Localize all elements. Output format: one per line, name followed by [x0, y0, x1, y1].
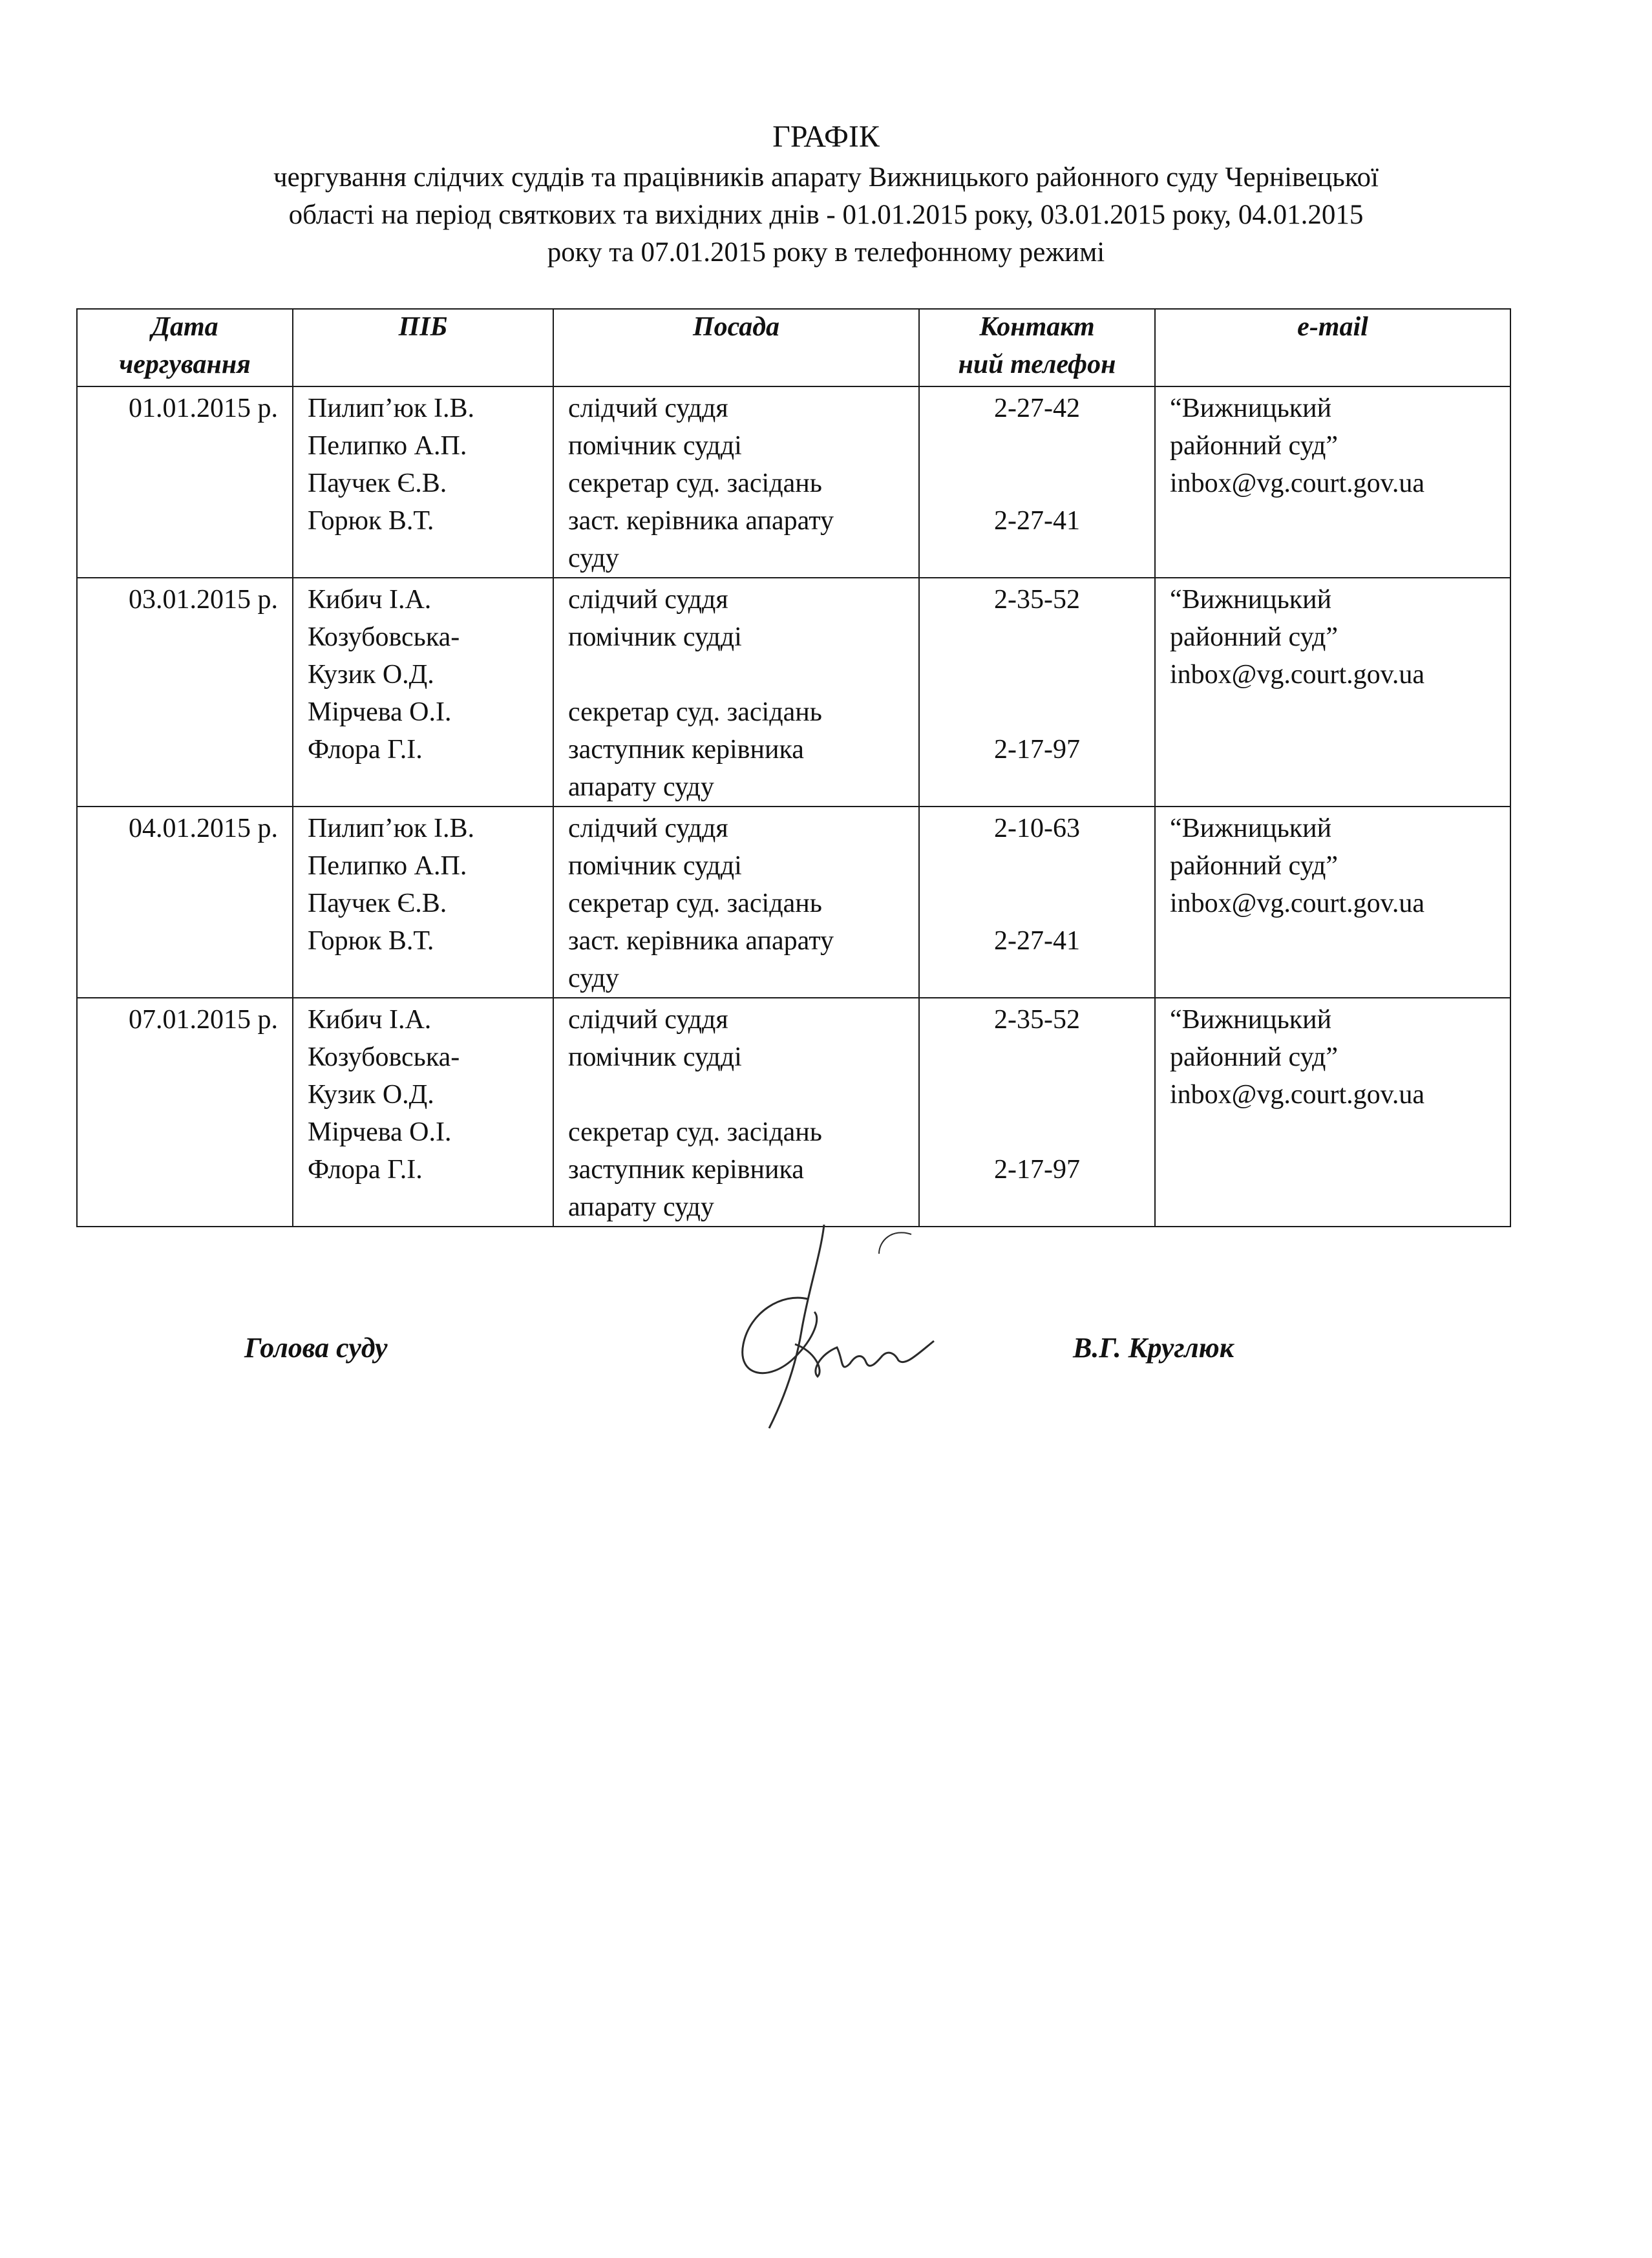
- header-position: [553, 309, 919, 386]
- cell-phones-line: [920, 847, 1154, 885]
- cell-phones-line: 2-35-52: [994, 1005, 1080, 1035]
- cell-names: [293, 998, 553, 1227]
- cell-names-line: Кузик О.Д.: [308, 660, 434, 690]
- cell-positions: [553, 807, 919, 998]
- cell-phones-line: 2-10-63: [994, 814, 1080, 843]
- cell-names-line: Мірчева О.І.: [308, 1117, 452, 1147]
- cell-phones-line: [920, 1039, 1154, 1076]
- cell-email-line: районний суд”: [1170, 622, 1338, 652]
- cell-phones-line: [920, 960, 1154, 997]
- cell-email-line: “Вижницький: [1170, 1005, 1332, 1035]
- cell-names-line: Паучек Є.В.: [308, 889, 447, 918]
- signature: [711, 1215, 944, 1473]
- cell-email-line: inbox@vg.court.gov.ua: [1170, 1080, 1425, 1110]
- cell-date: 04.01.2015 р.: [77, 807, 293, 998]
- cell-names-line: Мірчева О.І.: [308, 697, 452, 727]
- signature-stroke: [795, 1341, 934, 1377]
- cell-positions-line: помічник судді: [568, 431, 742, 461]
- cell-phones: [919, 998, 1155, 1227]
- cell-email-line: inbox@vg.court.gov.ua: [1170, 889, 1425, 918]
- cell-phones: [919, 386, 1155, 578]
- cell-names: [293, 807, 553, 998]
- table-row: [77, 578, 1510, 807]
- cell-phones-line: [920, 618, 1154, 656]
- cell-names: [293, 578, 553, 807]
- cell-email: [1155, 998, 1510, 1227]
- cell-positions-line: суду: [568, 964, 619, 993]
- cell-positions-line: помічник судді: [568, 851, 742, 881]
- cell-positions-line: суду: [568, 543, 619, 573]
- cell-phones-line: 2-27-41: [994, 506, 1080, 536]
- header-email: [1155, 309, 1510, 386]
- cell-names: [293, 386, 553, 578]
- cell-email-line: районний суд”: [1170, 431, 1338, 461]
- cell-positions-line: апарату суду: [568, 772, 714, 802]
- cell-phones-line: [920, 693, 1154, 731]
- cell-email-line: районний суд”: [1170, 851, 1338, 881]
- cell-names-line: Флора Г.І.: [308, 735, 423, 765]
- cell-positions-line: [568, 656, 918, 693]
- cell-date: 07.01.2015 р.: [77, 998, 293, 1227]
- cell-names-line: [308, 1188, 553, 1226]
- cell-phones-line: 2-27-42: [994, 394, 1080, 423]
- cell-positions-line: секретар суд. засідань: [568, 469, 822, 498]
- table-header-row: [77, 309, 1510, 386]
- cell-email-line: районний суд”: [1170, 1042, 1338, 1072]
- cell-positions: [553, 386, 919, 578]
- cell-positions-line: секретар суд. засідань: [568, 697, 822, 727]
- cell-email-line: “Вижницький: [1170, 585, 1332, 615]
- cell-positions-line: слідчий суддя: [568, 1005, 728, 1035]
- cell-email-line: inbox@vg.court.gov.ua: [1170, 469, 1425, 498]
- cell-names-line: Кибич І.А.: [308, 585, 432, 615]
- cell-email: [1155, 386, 1510, 578]
- cell-phones-line: [920, 1113, 1154, 1151]
- cell-phones: [919, 807, 1155, 998]
- cell-positions-line: слідчий суддя: [568, 394, 728, 423]
- table-row: [77, 998, 1510, 1227]
- document-subtitle: [129, 159, 1523, 271]
- cell-email: [1155, 578, 1510, 807]
- cell-date: 01.01.2015 р.: [77, 386, 293, 578]
- cell-names-line: Кузик О.Д.: [308, 1080, 434, 1110]
- signatory-name: В.Г. Круглюк: [1073, 1332, 1234, 1364]
- cell-phones-line: [920, 1076, 1154, 1113]
- cell-positions-line: заст. керівника апарату: [568, 506, 834, 536]
- cell-phones-line: [920, 656, 1154, 693]
- cell-phones-line: [920, 540, 1154, 577]
- header-position-line: Посада: [692, 312, 780, 342]
- header-phone: [919, 309, 1155, 386]
- signatory-role: Голова суду: [244, 1332, 388, 1364]
- subtitle-line: чергування слідчих суддів та працівників апарату Вижницького районного суду Чернівецької: [273, 162, 1379, 193]
- cell-positions-line: секретар суд. засідань: [568, 1117, 822, 1147]
- cell-names-line: [308, 768, 553, 806]
- cell-phones-line: [920, 1188, 1154, 1226]
- cell-names-line: Кибич І.А.: [308, 1005, 432, 1035]
- cell-names-line: Горюк В.Т.: [308, 506, 434, 536]
- cell-names-line: Паучек Є.В.: [308, 469, 447, 498]
- cell-date: 03.01.2015 р.: [77, 578, 293, 807]
- cell-names-line: Пилип’юк І.В.: [308, 394, 474, 423]
- cell-positions-line: помічник судді: [568, 1042, 742, 1072]
- cell-phones: [919, 578, 1155, 807]
- cell-phones-line: 2-17-97: [994, 1155, 1080, 1185]
- cell-positions-line: [568, 1076, 918, 1113]
- cell-names-line: Горюк В.Т.: [308, 926, 434, 956]
- cell-phones-line: [920, 465, 1154, 502]
- cell-positions-line: апарату суду: [568, 1192, 714, 1222]
- cell-positions: [553, 578, 919, 807]
- cell-names-line: [308, 960, 553, 997]
- cell-positions-line: секретар суд. засідань: [568, 889, 822, 918]
- cell-names-line: Флора Г.І.: [308, 1155, 423, 1185]
- cell-phones-line: [920, 427, 1154, 465]
- header-date: [77, 309, 293, 386]
- header-date-line: чергування: [119, 350, 251, 379]
- header-phone-line: Контакт: [979, 312, 1095, 342]
- cell-phones-line: 2-27-41: [994, 926, 1080, 956]
- header-date-line: Дата: [151, 312, 218, 342]
- table-body: [77, 386, 1510, 1227]
- cell-names-line: Козубовська-: [308, 622, 460, 652]
- cell-phones-line: [920, 885, 1154, 922]
- cell-phones-line: 2-35-52: [994, 585, 1080, 615]
- cell-positions-line: слідчий суддя: [568, 585, 728, 615]
- header-name-line: ПІБ: [398, 312, 448, 342]
- subtitle-line: області на період святкових та вихідних днів - 01.01.2015 року, 03.01.2015 року, 04.01.2015: [288, 200, 1364, 230]
- cell-names-line: Пелипко А.П.: [308, 431, 467, 461]
- table-row: [77, 386, 1510, 578]
- cell-email-line: inbox@vg.court.gov.ua: [1170, 660, 1425, 690]
- cell-names-line: Пилип’юк І.В.: [308, 814, 474, 843]
- header-email-line: e-mail: [1297, 312, 1368, 342]
- cell-positions-line: помічник судді: [568, 622, 742, 652]
- cell-email-line: “Вижницький: [1170, 394, 1332, 423]
- header-phone-line: ний телефон: [958, 350, 1116, 379]
- document-title: ГРАФІК: [772, 120, 880, 154]
- cell-phones-line: [920, 768, 1154, 806]
- signature-stroke: [879, 1232, 911, 1254]
- duty-schedule-table: [76, 308, 1511, 1227]
- subtitle-line: року та 07.01.2015 року в телефонному режимі: [547, 237, 1105, 268]
- cell-names-line: [308, 540, 553, 577]
- cell-phones-line: 2-17-97: [994, 735, 1080, 765]
- cell-positions-line: заст. керівника апарату: [568, 926, 834, 956]
- cell-names-line: Пелипко А.П.: [308, 851, 467, 881]
- cell-positions: [553, 998, 919, 1227]
- cell-positions-line: слідчий суддя: [568, 814, 728, 843]
- table-row: [77, 807, 1510, 998]
- cell-positions-line: заступник керівника: [568, 735, 804, 765]
- cell-names-line: Козубовська-: [308, 1042, 460, 1072]
- header-name: [293, 309, 553, 386]
- cell-email: [1155, 807, 1510, 998]
- cell-positions-line: заступник керівника: [568, 1155, 804, 1185]
- cell-email-line: “Вижницький: [1170, 814, 1332, 843]
